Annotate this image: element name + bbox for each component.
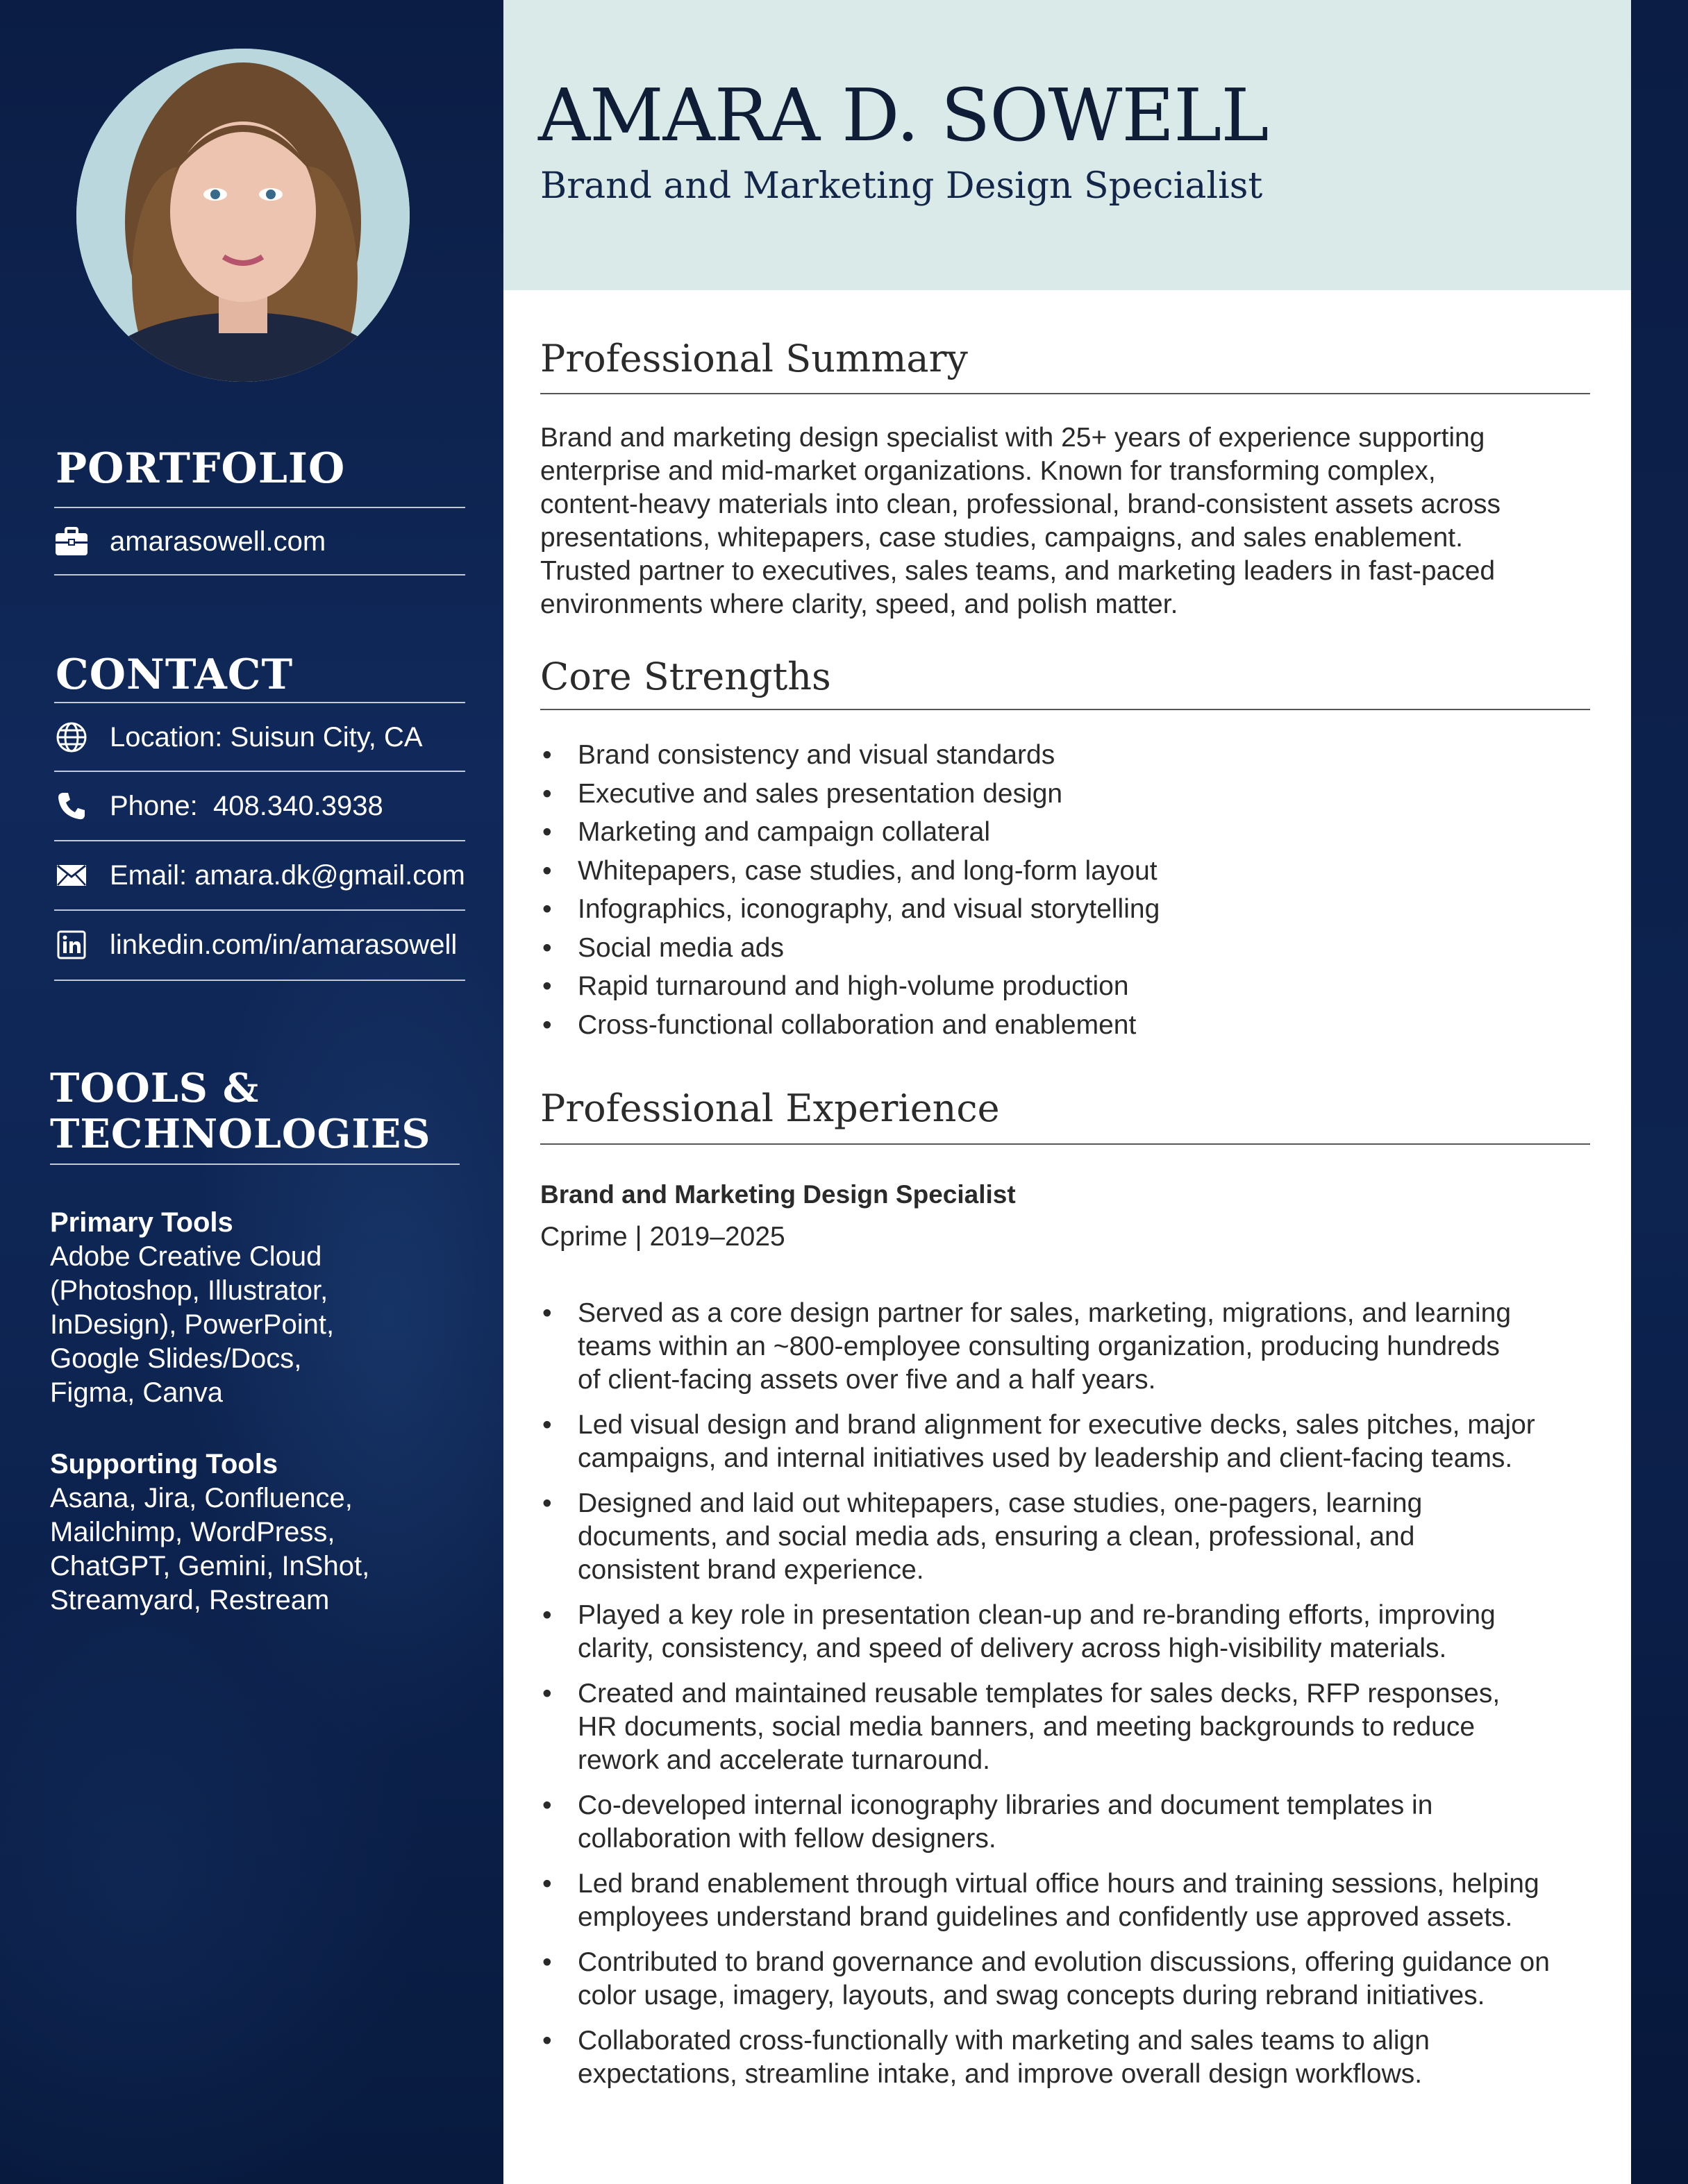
right-edge-strip xyxy=(1631,0,1688,2184)
tools-heading-line2: TECHNOLOGIES xyxy=(50,1111,431,1157)
bullet-line: color usage, imagery, layouts, and swag concepts during rebrand initiatives. xyxy=(578,1981,1485,2010)
briefcase-icon xyxy=(54,524,89,559)
location-text: Location: Suisun City, CA xyxy=(110,721,423,753)
bullet: • xyxy=(542,817,552,847)
strength-text: Rapid turnaround and high-volume production xyxy=(578,971,1129,1001)
section-divider xyxy=(540,393,1590,394)
list-item xyxy=(540,1789,1596,1856)
tools-line: Asana, Jira, Confluence, xyxy=(50,1483,353,1513)
bullet: • xyxy=(542,1600,552,1630)
list-item xyxy=(540,813,1596,852)
summary-line: content-heavy materials into clean, professional, brand-consistent assets across xyxy=(540,489,1501,519)
summary-paragraph xyxy=(540,421,1596,621)
tools-line: Adobe Creative Cloud xyxy=(50,1241,322,1272)
section-divider xyxy=(540,1143,1590,1145)
bullet: • xyxy=(542,855,552,886)
primary-tools-label: Primary Tools xyxy=(50,1207,233,1238)
globe-icon xyxy=(54,720,89,755)
contact-linkedin[interactable] xyxy=(54,912,465,978)
bullet-line: collaboration with fellow designers. xyxy=(578,1824,996,1854)
contact-heading: CONTACT xyxy=(56,650,294,699)
strength-text: Infographics, iconography, and visual storytelling xyxy=(578,894,1160,924)
bullet-line: Collaborated cross-functionally with marketing and sales teams to align xyxy=(578,2026,1430,2056)
bullet: • xyxy=(542,740,552,770)
list-item xyxy=(540,1409,1596,1475)
bullet-line: teams within an ~800-employee consulting organization, producing hundreds xyxy=(578,1332,1500,1361)
bullet: • xyxy=(542,894,552,924)
tools-heading-line1: TOOLS & xyxy=(50,1065,260,1111)
profile-photo xyxy=(76,49,410,382)
bullet-line: Played a key role in presentation clean-up and re-branding efforts, improving xyxy=(578,1600,1496,1630)
job-title: Brand and Marketing Design Specialist xyxy=(540,1180,1016,1209)
email-text: Email: amara.dk@gmail.com xyxy=(110,859,465,891)
phone-icon xyxy=(54,789,89,823)
bullet-line: expectations, streamline intake, and improve overall design workflows. xyxy=(578,2059,1423,2089)
list-item xyxy=(540,1006,1596,1045)
section-divider xyxy=(540,709,1590,710)
bullet: • xyxy=(542,1009,552,1040)
strengths-list xyxy=(540,736,1596,1044)
contact-phone[interactable] xyxy=(54,773,465,839)
bullet-line: Led visual design and brand alignment for executive decks, sales pitches, major xyxy=(578,1410,1535,1440)
strength-text: Cross-functional collaboration and enablement xyxy=(578,1009,1137,1040)
divider xyxy=(54,702,465,703)
divider xyxy=(50,1164,460,1165)
list-item xyxy=(540,736,1596,775)
summary-heading: Professional Summary xyxy=(540,337,968,380)
bullet: • xyxy=(542,1679,552,1708)
candidate-name: AMARA D. SOWELL xyxy=(538,73,1269,158)
bullet-line: Served as a core design partner for sales, marketing, migrations, and learning xyxy=(578,1298,1512,1328)
phone-text: Phone: 408.340.3938 xyxy=(110,790,383,821)
contact-location xyxy=(54,704,465,771)
envelope-icon xyxy=(54,858,89,893)
primary-tools xyxy=(50,1206,467,1410)
bullet: • xyxy=(542,2026,552,2056)
list-item xyxy=(540,1297,1596,1397)
bullet-line: campaigns, and internal initiatives used by leadership and client-facing teams. xyxy=(578,1443,1513,1473)
summary-line: presentations, whitepapers, case studies, campaigns, and sales enablement. xyxy=(540,523,1463,553)
tools-line: InDesign), PowerPoint, xyxy=(50,1309,335,1340)
divider xyxy=(54,771,465,772)
portfolio-url: amarasowell.com xyxy=(110,526,326,557)
strength-text: Executive and sales presentation design xyxy=(578,778,1063,809)
tools-line: Google Slides/Docs, xyxy=(50,1343,302,1374)
list-item xyxy=(540,1487,1596,1587)
job-company-dates: Cprime | 2019–2025 xyxy=(540,1222,785,1252)
bullet-line: employees understand brand guidelines and confidently use approved assets. xyxy=(578,1902,1513,1932)
supporting-tools-label: Supporting Tools xyxy=(50,1449,278,1479)
summary-line: environments where clarity, speed, and polish matter. xyxy=(540,589,1178,619)
sidebar xyxy=(0,0,503,2184)
candidate-title: Brand and Marketing Design Specialist xyxy=(540,165,1263,207)
bullet: • xyxy=(542,1410,552,1440)
portfolio-heading: PORTFOLIO xyxy=(56,444,346,493)
divider xyxy=(54,840,465,841)
bullet-line: Contributed to brand governance and evolution discussions, offering guidance on xyxy=(578,1947,1550,1977)
bullet-line: Designed and laid out whitepapers, case studies, one-pagers, learning xyxy=(578,1488,1423,1518)
experience-list xyxy=(540,1297,1596,2103)
portfolio-link[interactable] xyxy=(54,508,465,575)
tools-heading xyxy=(50,1066,431,1157)
strengths-heading: Core Strengths xyxy=(540,655,831,698)
tools-line: Figma, Canva xyxy=(50,1377,223,1408)
tools-line: Mailchimp, WordPress, xyxy=(50,1517,335,1547)
supporting-tools xyxy=(50,1447,467,1618)
list-item xyxy=(540,2024,1596,2091)
summary-line: enterprise and mid-market organizations. Known for transforming complex, xyxy=(540,456,1436,486)
divider xyxy=(54,574,465,576)
list-item xyxy=(540,1867,1596,1934)
bullet: • xyxy=(542,778,552,809)
bullet-line: Led brand enablement through virtual office hours and training sessions, helping xyxy=(578,1869,1539,1899)
bullet-line: documents, and social media ads, ensuring a clean, professional, and xyxy=(578,1522,1415,1552)
bullet-line: HR documents, social media banners, and meeting backgrounds to reduce xyxy=(578,1712,1476,1742)
bullet: • xyxy=(542,932,552,963)
list-item xyxy=(540,967,1596,1006)
bullet: • xyxy=(542,1869,552,1899)
linkedin-icon xyxy=(54,927,89,962)
strength-text: Brand consistency and visual standards xyxy=(578,740,1055,770)
bullet-line: clarity, consistency, and speed of delivery across high-visibility materials. xyxy=(578,1633,1447,1663)
bullet: • xyxy=(542,1488,552,1518)
strength-text: Whitepapers, case studies, and long-form layout xyxy=(578,855,1158,886)
divider xyxy=(54,909,465,911)
bullet: • xyxy=(542,1947,552,1977)
bullet-line: Created and maintained reusable templates for sales decks, RFP responses, xyxy=(578,1679,1501,1708)
summary-line: Brand and marketing design specialist with 25+ years of experience supporting xyxy=(540,423,1485,453)
list-item xyxy=(540,1946,1596,2013)
experience-heading: Professional Experience xyxy=(540,1086,1000,1130)
bullet-line: of client-facing assets over five and a half years. xyxy=(578,1365,1156,1395)
bullet: • xyxy=(542,1298,552,1328)
divider xyxy=(54,980,465,981)
list-item xyxy=(540,1677,1596,1777)
strength-text: Marketing and campaign collateral xyxy=(578,817,990,847)
tools-line: ChatGPT, Gemini, InShot, xyxy=(50,1551,370,1581)
list-item xyxy=(540,852,1596,891)
list-item xyxy=(540,929,1596,968)
list-item xyxy=(540,890,1596,929)
bullet-line: consistent brand experience. xyxy=(578,1555,924,1585)
linkedin-text: linkedin.com/in/amarasowell xyxy=(110,929,458,960)
bullet-line: Co-developed internal iconography libraries and document templates in xyxy=(578,1790,1433,1820)
list-item xyxy=(540,775,1596,814)
contact-email[interactable] xyxy=(54,842,465,909)
tools-line: Streamyard, Restream xyxy=(50,1585,330,1615)
strength-text: Social media ads xyxy=(578,932,784,963)
bullet: • xyxy=(542,1790,552,1820)
tools-line: (Photoshop, Illustrator, xyxy=(50,1275,328,1306)
list-item xyxy=(540,1599,1596,1665)
bullet-line: rework and accelerate turnaround. xyxy=(578,1745,991,1775)
bullet: • xyxy=(542,971,552,1001)
summary-line: Trusted partner to executives, sales teams, and marketing leaders in fast-paced xyxy=(540,556,1496,586)
